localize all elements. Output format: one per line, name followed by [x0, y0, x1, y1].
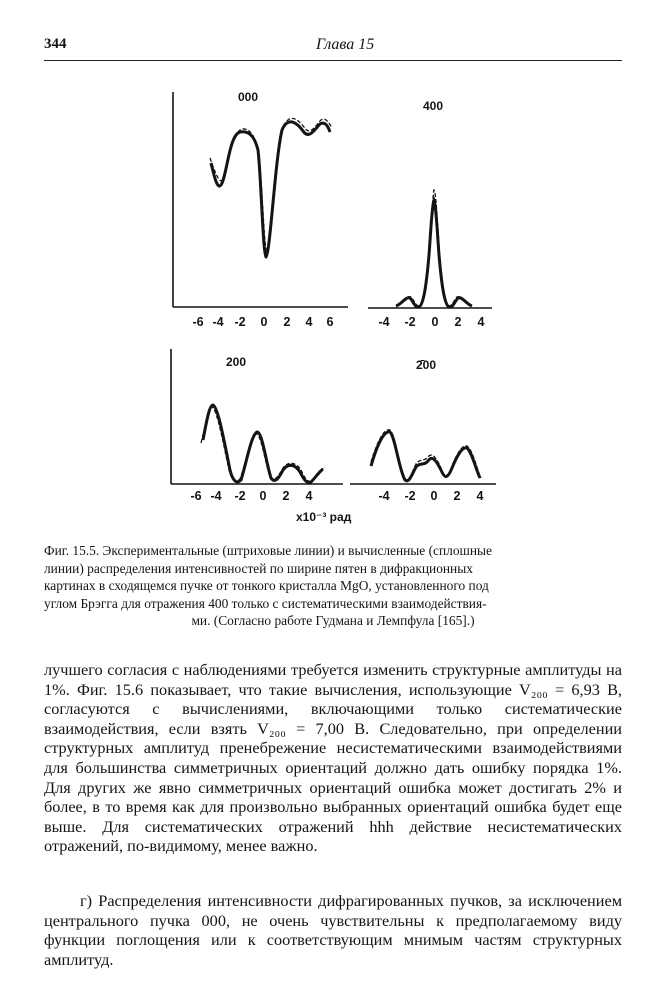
panel-400-calculated-curve [396, 200, 472, 307]
panel-minus-200-tick: 2 [453, 489, 461, 503]
panel-000-tick: -2 [234, 315, 246, 329]
panel-000-title: 000 [238, 90, 259, 104]
running-head: Глава 15 [316, 36, 375, 53]
panel-200-tick: -2 [234, 489, 246, 503]
page-number: 344 [44, 36, 67, 52]
panel-000-tick: -6 [192, 315, 204, 329]
panel-400-tick: -2 [404, 315, 416, 329]
panel-minus-200-tick: -2 [404, 489, 416, 503]
panel-400-tick: 4 [477, 315, 485, 329]
panel-000-experimental-curve [210, 118, 332, 252]
panel-minus-200-tick: -4 [378, 489, 390, 503]
panel-400-title: 400 [423, 99, 444, 113]
panel-minus-200-experimental-curve [371, 430, 481, 480]
panel-400-tick: 0 [431, 315, 439, 329]
figure-caption [44, 542, 622, 630]
panel-200-tick: -4 [210, 489, 222, 503]
panel-000-tick: 6 [326, 315, 334, 329]
panel-200 [171, 349, 343, 503]
axis-unit-label: x10⁻³ рад [296, 510, 352, 524]
panel-minus-200-calculated-curve [371, 432, 480, 481]
caption-line: линии) распределения интенсивностей по ширине пятен в дифракционных [44, 560, 473, 576]
panel-400 [368, 99, 492, 329]
panel-200-tick: -6 [190, 489, 202, 503]
panel-400-tick: -4 [378, 315, 390, 329]
caption-line: углом Брэгга для отражения 400 только с систематическими взаимодействия- [44, 595, 487, 611]
panel-minus-200-tick: 0 [430, 489, 438, 503]
panel-000-tick: 4 [305, 315, 313, 329]
body-paragraph: г) Распределения интенсивности дифрагированных пучков, за исключением центрального пучка 000, не очень чувствительны к предполагаемому виду функции поглощения или к соответствующим мнимым частям структурных амплитуд. [44, 891, 622, 969]
body-paragraph: лучшего согласия с наблюдениями требуется изменить структурные амплитуды на 1%. Фиг. 15.6 показывает, что такие вычисления, использующие V₂₀₀ = 6,93 В, согласуются с вычислениями, включающими только систематические взаимодействия, если взять V₂₀₀ = 7,00 В. Следовательно, при определении структурных амплитуд пренебрежение несистематическими взаимодействиями для большинства симметричных ориентаций должно дать ошибку порядка 1%. Для других же явно симметричных ориентаций ошибка может достигать 2% и более, в то время как для произвольно выбранных ориентаций ошибка будет еще выше. Для систематических отражений hhh действие несистематических отражений, по-видимому, менее важно. [44, 660, 622, 856]
panel-200-tick: 0 [259, 489, 267, 503]
panel-200-tick: 4 [305, 489, 313, 503]
panel-200-calculated-curve [203, 405, 323, 483]
panel-minus-200-tick: 4 [476, 489, 484, 503]
panel-400-tick: 2 [454, 315, 462, 329]
caption-line: ми. (Согласно работе Гудмана и Лемпфула [165].) [191, 613, 475, 628]
panel-000-tick: -4 [212, 315, 224, 329]
panel-000 [173, 90, 348, 329]
panel-000-tick: 0 [260, 315, 268, 329]
panel-200-title: 200 [226, 355, 247, 369]
panel-000-tick: 2 [283, 315, 291, 329]
caption-line: Фиг. 15.5. Экспериментальные (штриховые линии) и вычисленные (сплошные [44, 543, 492, 558]
caption-line: картинах в сходящемся пучке от тонкого кристалла MgO, установленного под [44, 578, 489, 593]
panel-minus-200 [350, 358, 496, 503]
panel-200-tick: 2 [282, 489, 290, 503]
panel-minus-200-title: 2̄00 [416, 358, 437, 372]
